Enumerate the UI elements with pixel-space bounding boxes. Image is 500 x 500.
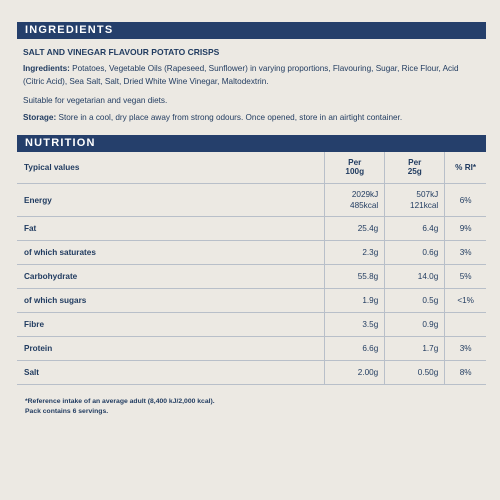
per-25g-header-line1: Per [408, 158, 422, 167]
footnote-servings: Pack contains 6 servings. [25, 408, 109, 415]
ingredients-label: Ingredients: [23, 64, 70, 73]
nutrient-label: of which saturates [17, 241, 325, 265]
storage-text: Store in a cool, dry place away from strong odours. Once opened, store in an airtight container. [56, 113, 403, 122]
nutrient-per-25g: 0.5g [385, 289, 445, 313]
nutrient-per-100g: 3.5g [325, 313, 385, 337]
nutrient-per-25g: 0.6g [385, 241, 445, 265]
nutrient-label: Protein [17, 337, 325, 361]
nutrient-per-25g: 0.50g [385, 361, 445, 385]
per-25g-header-line2: 25g [407, 166, 422, 176]
storage-label: Storage: [23, 113, 57, 122]
nutrition-table [17, 152, 486, 385]
energy-label: Energy [17, 184, 325, 217]
nutrient-per-100g: 2.3g [325, 241, 385, 265]
nutrient-per-25g: 1.7g [385, 337, 445, 361]
nutrient-row [17, 289, 486, 313]
per-100g-header-line2: 100g [345, 166, 365, 176]
nutrient-ri [445, 313, 486, 337]
nutrient-per-100g: 55.8g [325, 265, 385, 289]
nutrient-per-25g: 6.4g [385, 217, 445, 241]
energy-per-25g-kcal: 121kcal [410, 201, 439, 210]
storage-note [23, 113, 486, 122]
ingredients-heading: INGREDIENTS [17, 22, 486, 39]
energy-per-25g [385, 184, 445, 217]
nutrient-row [17, 313, 486, 337]
nutrient-per-100g: 1.9g [325, 289, 385, 313]
nutrient-ri: 3% [445, 337, 486, 361]
footnote-reference-intake: *Reference intake of an average adult (8,400 kJ/2,000 kcal). [25, 398, 215, 405]
energy-per-25g-kj: 507kJ [416, 190, 439, 199]
footnote [25, 397, 486, 417]
nutrient-label: Salt [17, 361, 325, 385]
nutrient-row [17, 337, 486, 361]
nutrient-row [17, 217, 486, 241]
nutrient-label: Fibre [17, 313, 325, 337]
nutrient-row [17, 361, 486, 385]
suitability-note: Suitable for vegetarian and vegan diets. [23, 96, 168, 105]
nutrient-ri: <1% [445, 289, 486, 313]
per-100g-header-line1: Per [348, 158, 362, 167]
typical-values-label: Typical values [17, 152, 325, 184]
label-panel [17, 22, 486, 417]
nutrition-header-row [17, 152, 486, 184]
ingredients-list [23, 63, 463, 88]
energy-ri: 6% [445, 184, 486, 217]
energy-row [17, 184, 486, 217]
energy-per-100g-kcal: 485kcal [350, 201, 379, 210]
per-100g-header [325, 152, 385, 184]
product-name: SALT AND VINEGAR FLAVOUR POTATO CRISPS [23, 47, 220, 57]
nutrient-ri: 5% [445, 265, 486, 289]
nutrient-row [17, 265, 486, 289]
nutrient-ri: 3% [445, 241, 486, 265]
nutrient-label: Carbohydrate [17, 265, 325, 289]
energy-per-100g [325, 184, 385, 217]
nutrient-label: Fat [17, 217, 325, 241]
per-25g-header [385, 152, 445, 184]
nutrition-heading: NUTRITION [17, 135, 486, 152]
nutrient-per-25g: 0.9g [385, 313, 445, 337]
nutrient-per-100g: 6.6g [325, 337, 385, 361]
nutrient-ri: 8% [445, 361, 486, 385]
nutrient-row [17, 241, 486, 265]
nutrient-per-100g: 25.4g [325, 217, 385, 241]
ri-header: % RI* [445, 152, 486, 184]
energy-per-100g-kj: 2029kJ [351, 190, 379, 199]
nutrient-label: of which sugars [17, 289, 325, 313]
nutrient-ri: 9% [445, 217, 486, 241]
ingredients-text: Potatoes, Vegetable Oils (Rapeseed, Sunflower) in varying proportions, Flavouring, Sugar, Rice Flour, Acid (Citric Acid), Sea Salt, Salt, Dried White Wine Vinegar, Maltodextrin. [23, 64, 459, 86]
nutrient-per-25g: 14.0g [385, 265, 445, 289]
nutrient-per-100g: 2.00g [325, 361, 385, 385]
